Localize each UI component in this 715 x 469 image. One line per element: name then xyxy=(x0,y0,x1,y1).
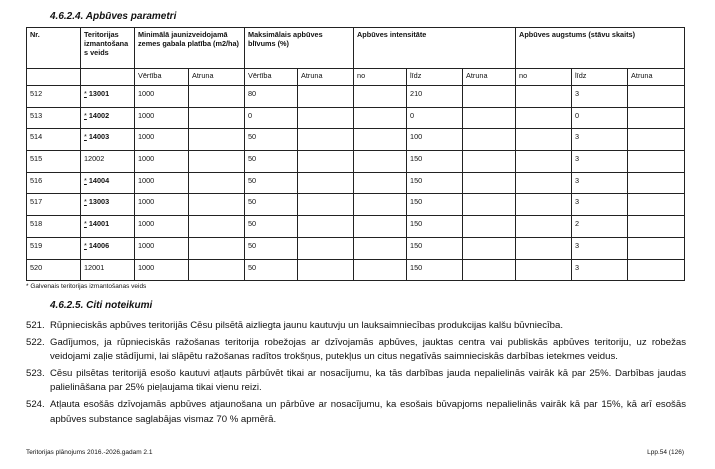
cell-use-type xyxy=(81,86,135,108)
cell-density-exception xyxy=(298,129,354,151)
cell-min-plot-value: 1000 xyxy=(135,86,189,108)
cell-height-exception xyxy=(628,237,685,259)
cell-density-value: 50 xyxy=(245,237,298,259)
subheader-to: līdz xyxy=(407,69,463,86)
subheader-from: no xyxy=(516,69,572,86)
cell-intensity-exception xyxy=(463,107,516,129)
cell-intensity-to: 150 xyxy=(407,151,463,173)
subheader-exception: Atruna xyxy=(628,69,685,86)
cell-intensity-to: 100 xyxy=(407,129,463,151)
cell-nr: 517 xyxy=(27,194,81,216)
cell-intensity-to: 210 xyxy=(407,86,463,108)
cell-height-to: 3 xyxy=(572,86,628,108)
cell-intensity-from xyxy=(354,107,407,129)
cell-min-plot-exception xyxy=(189,194,245,216)
cell-density-value: 50 xyxy=(245,151,298,173)
subheader-exception: Atruna xyxy=(189,69,245,86)
cell-height-from xyxy=(516,237,572,259)
main-use-asterisk: * xyxy=(84,197,87,207)
cell-intensity-exception xyxy=(463,237,516,259)
cell-min-plot-exception xyxy=(189,259,245,281)
cell-min-plot-exception xyxy=(189,107,245,129)
cell-min-plot-value: 1000 xyxy=(135,237,189,259)
cell-use-type xyxy=(81,194,135,216)
cell-intensity-from xyxy=(354,259,407,281)
header-nr: Nr. xyxy=(27,28,81,69)
header-min-plot: Minimālā jaunizveidojamā zemes gabala platība (m2/ha) xyxy=(135,28,245,69)
cell-density-exception xyxy=(298,86,354,108)
main-use-asterisk: * xyxy=(84,175,87,185)
table-row xyxy=(27,216,685,238)
main-use-asterisk: * xyxy=(84,240,87,250)
cell-min-plot-exception xyxy=(189,172,245,194)
cell-use-type xyxy=(81,172,135,194)
cell-intensity-to: 150 xyxy=(407,237,463,259)
section-title-other-rules: 4.6.2.5. Citi noteikumi xyxy=(50,300,153,311)
cell-use-type xyxy=(81,151,135,173)
header-use-type: Teritorijas izmantošana s veids xyxy=(81,28,135,69)
cell-height-from xyxy=(516,129,572,151)
cell-density-value: 50 xyxy=(245,216,298,238)
cell-nr: 513 xyxy=(27,107,81,129)
rule-item xyxy=(26,367,686,396)
cell-height-from xyxy=(516,216,572,238)
rule-number: 524. xyxy=(26,399,45,411)
cell-nr: 515 xyxy=(27,151,81,173)
cell-density-value: 80 xyxy=(245,86,298,108)
cell-density-value: 50 xyxy=(245,129,298,151)
cell-min-plot-value: 1000 xyxy=(135,107,189,129)
cell-intensity-to: 150 xyxy=(407,216,463,238)
cell-height-to: 3 xyxy=(572,151,628,173)
cell-min-plot-value: 1000 xyxy=(135,216,189,238)
cell-height-from xyxy=(516,172,572,194)
cell-height-to: 0 xyxy=(572,107,628,129)
cell-intensity-from xyxy=(354,129,407,151)
cell-min-plot-value: 1000 xyxy=(135,129,189,151)
cell-use-type xyxy=(81,107,135,129)
subheader-empty xyxy=(27,69,81,86)
cell-height-from xyxy=(516,151,572,173)
building-parameters-table xyxy=(26,27,685,281)
cell-nr: 512 xyxy=(27,86,81,108)
cell-density-exception xyxy=(298,216,354,238)
cell-use-type xyxy=(81,216,135,238)
cell-intensity-from xyxy=(354,151,407,173)
cell-density-exception xyxy=(298,172,354,194)
cell-nr: 516 xyxy=(27,172,81,194)
rule-text: Gadījumos, ja rūpnieciskās ražošanas teritorija robežojas ar dzīvojamās apbūves, jauktas centra vai publiskās apbūves teritoriju, uz robežas veidojami zaļie stādījumi, lai slāpētu ražošanas radītos trokšņus, putekļus un citus negatīvās saimnieciskās darbības ietekmes veidus. xyxy=(50,336,686,363)
cell-density-exception xyxy=(298,237,354,259)
table-row xyxy=(27,129,685,151)
subheader-value: Vērtība xyxy=(245,69,298,86)
subheader-value: Vērtība xyxy=(135,69,189,86)
cell-intensity-from xyxy=(354,194,407,216)
footnote: * Galvenais teritorijas izmantošanas veids xyxy=(26,283,147,290)
subheader-exception: Atruna xyxy=(298,69,354,86)
cell-intensity-exception xyxy=(463,86,516,108)
cell-height-to: 3 xyxy=(572,259,628,281)
cell-intensity-to: 0 xyxy=(407,107,463,129)
cell-height-from xyxy=(516,86,572,108)
use-type-code: 13001 xyxy=(88,89,110,98)
cell-height-exception xyxy=(628,172,685,194)
rule-text: Rūpnieciskās apbūves teritorijās Cēsu pilsētā aizliegta jaunu kautuvju un lauksaimniecības produkcijas kalšu būvniecība. xyxy=(50,320,564,331)
main-use-asterisk: * xyxy=(84,89,87,98)
cell-height-from xyxy=(516,107,572,129)
section-title-building-parameters: 4.6.2.4. Apbūves parametri xyxy=(50,11,177,22)
use-type-code: 12002 xyxy=(84,154,105,164)
use-type-code: 14004 xyxy=(88,175,110,185)
table-row xyxy=(27,237,685,259)
cell-nr: 520 xyxy=(27,259,81,281)
cell-intensity-from xyxy=(354,172,407,194)
main-use-asterisk: * xyxy=(84,132,87,142)
cell-use-type xyxy=(81,237,135,259)
cell-height-exception xyxy=(628,151,685,173)
cell-density-exception xyxy=(298,259,354,281)
cell-intensity-exception xyxy=(463,129,516,151)
cell-min-plot-value: 1000 xyxy=(135,194,189,216)
rules-list xyxy=(26,319,686,429)
rule-text: Cēsu pilsētas teritorijā esošo kautuvi atļauts pārbūvēt tikai ar nosacījumu, ka tās darbības jauda nepalielinās vairāk kā par 25%. Darbības jaudas palielināšana par 25% pieļaujama tikai vienu reizi. xyxy=(50,367,686,394)
rule-item xyxy=(26,398,686,427)
cell-intensity-to: 150 xyxy=(407,194,463,216)
cell-intensity-from xyxy=(354,216,407,238)
cell-density-value: 50 xyxy=(245,172,298,194)
cell-intensity-exception xyxy=(463,194,516,216)
cell-height-to: 3 xyxy=(572,129,628,151)
table-row xyxy=(27,172,685,194)
cell-height-from xyxy=(516,194,572,216)
cell-intensity-to: 150 xyxy=(407,172,463,194)
rule-number: 523. xyxy=(26,367,45,379)
cell-intensity-exception xyxy=(463,259,516,281)
use-type-code: 14001 xyxy=(88,219,110,229)
cell-use-type xyxy=(81,259,135,281)
rule-number: 522. xyxy=(26,336,45,348)
subheader-from: no xyxy=(354,69,407,86)
cell-intensity-exception xyxy=(463,216,516,238)
cell-nr: 518 xyxy=(27,216,81,238)
cell-density-exception xyxy=(298,107,354,129)
cell-use-type xyxy=(81,129,135,151)
cell-min-plot-exception xyxy=(189,151,245,173)
use-type-code: 14002 xyxy=(88,110,110,120)
table-row xyxy=(27,86,685,108)
cell-density-value: 50 xyxy=(245,194,298,216)
table-row xyxy=(27,151,685,173)
main-use-asterisk: * xyxy=(84,219,87,229)
subheader-exception: Atruna xyxy=(463,69,516,86)
cell-height-to: 3 xyxy=(572,194,628,216)
cell-height-exception xyxy=(628,194,685,216)
table-row xyxy=(27,194,685,216)
cell-height-exception xyxy=(628,107,685,129)
cell-min-plot-exception xyxy=(189,237,245,259)
cell-nr: 514 xyxy=(27,129,81,151)
table-row xyxy=(27,259,685,281)
footer-page-number: Lpp.54 (126) xyxy=(647,449,684,456)
cell-height-exception xyxy=(628,86,685,108)
table-row xyxy=(27,107,685,129)
subheader-to: līdz xyxy=(572,69,628,86)
subheader-empty xyxy=(81,69,135,86)
header-height: Apbūves augstums (stāvu skaits) xyxy=(516,28,685,69)
cell-intensity-from xyxy=(354,237,407,259)
cell-min-plot-exception xyxy=(189,86,245,108)
use-type-code: 14006 xyxy=(88,240,110,250)
cell-intensity-from xyxy=(354,86,407,108)
header-max-density: Maksimālais apbūves blīvums (%) xyxy=(245,28,354,69)
use-type-code: 13003 xyxy=(88,197,110,207)
cell-height-from xyxy=(516,259,572,281)
rule-item xyxy=(26,336,686,365)
cell-density-value: 50 xyxy=(245,259,298,281)
cell-density-value: 0 xyxy=(245,107,298,129)
use-type-code: 12001 xyxy=(84,262,105,272)
cell-height-exception xyxy=(628,259,685,281)
cell-density-exception xyxy=(298,151,354,173)
cell-intensity-exception xyxy=(463,172,516,194)
cell-height-exception xyxy=(628,216,685,238)
cell-min-plot-exception xyxy=(189,129,245,151)
cell-nr: 519 xyxy=(27,237,81,259)
cell-density-exception xyxy=(298,194,354,216)
cell-intensity-exception xyxy=(463,151,516,173)
rule-number: 521. xyxy=(26,320,45,331)
main-use-asterisk: * xyxy=(84,110,87,120)
use-type-code: 14003 xyxy=(88,132,110,142)
cell-height-exception xyxy=(628,129,685,151)
rule-item xyxy=(26,319,686,334)
cell-height-to: 3 xyxy=(572,237,628,259)
cell-intensity-to: 150 xyxy=(407,259,463,281)
cell-height-to: 2 xyxy=(572,216,628,238)
cell-min-plot-value: 1000 xyxy=(135,259,189,281)
cell-min-plot-value: 1000 xyxy=(135,151,189,173)
rule-text: Atļauta esošās dzīvojamās apbūves atjaunošana un pārbūve ar nosacījumu, ka esošais būvapjoms nepalielinās vairāk kā par 15%, kā arī esošās apbūves substance saglabājas vismaz 70 % apmērā. xyxy=(50,399,686,425)
cell-height-to: 3 xyxy=(572,172,628,194)
footer-document-title: Teritorijas plānojums 2016.-2026.gadam 2.1 xyxy=(26,449,153,456)
header-intensity: Apbūves intensitāte xyxy=(354,28,516,69)
table-body xyxy=(27,86,685,281)
cell-min-plot-value: 1000 xyxy=(135,172,189,194)
cell-min-plot-exception xyxy=(189,216,245,238)
